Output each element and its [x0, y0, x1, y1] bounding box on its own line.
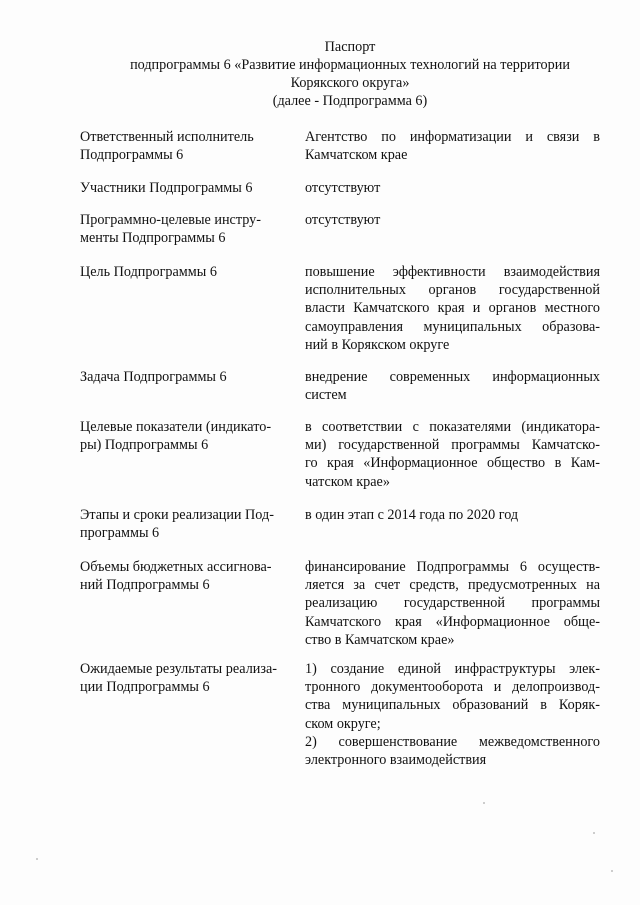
label-line: Цель Подпрограммы 6: [80, 264, 217, 280]
value-line: чатском крае»: [305, 473, 390, 490]
value-line: власти Камчатского края и органов местного: [305, 300, 600, 317]
label-line: Подпрограммы 6: [80, 147, 184, 164]
row-value: [305, 660, 600, 769]
scan-speck: [611, 870, 613, 872]
row-value: [305, 263, 600, 354]
value-line: исполнительных органов государственной: [305, 282, 600, 299]
label-line: Программно-целевые инстру-: [80, 212, 261, 228]
row-label: [80, 179, 290, 197]
value-line: 1) создание единой инфраструктуры элек-: [305, 661, 600, 677]
value-line: в один этап с 2014 года по 2020 год: [305, 507, 519, 523]
row-value: [305, 506, 600, 524]
title-line-4: (далее - Подпрограмма 6): [272, 93, 428, 109]
row-label: [80, 368, 290, 386]
title-line-3: Корякского округа»: [290, 75, 410, 91]
value-line: систем: [305, 387, 347, 404]
label-line: Участники Подпрограммы 6: [80, 180, 253, 196]
label-line: Объемы бюджетных ассигнова-: [80, 559, 272, 575]
scan-speck: [593, 832, 595, 834]
row-value: [305, 368, 600, 404]
row-label: [80, 128, 290, 164]
row-value: [305, 128, 600, 164]
title-line-2: подпрограммы 6 «Развитие информационных технологий на территории: [130, 57, 570, 73]
value-line: Камчатском крае: [305, 147, 408, 164]
label-line: ний Подпрограммы 6: [80, 577, 210, 594]
label-line: Этапы и сроки реализации Под-: [80, 507, 274, 523]
row-value: [305, 558, 600, 649]
row-label: [80, 506, 290, 542]
label-line: ры) Подпрограммы 6: [80, 437, 209, 454]
row-value: [305, 418, 600, 491]
label-line: менты Подпрограммы 6: [80, 230, 226, 247]
passport-title: [60, 38, 640, 110]
value-line: финансирование Подпрограммы 6 осуществ-: [305, 559, 600, 575]
value-line: 2) совершенствование межведомственного: [305, 733, 600, 750]
row-value: [305, 211, 600, 229]
value-line: тронного документооборота и делопроизвод-: [305, 679, 600, 696]
value-line: реализацию государственной программы: [305, 595, 600, 612]
label-line: программы 6: [80, 525, 160, 542]
label-line: ции Подпрограммы 6: [80, 679, 210, 696]
value-line: ства муниципальных образований в Коряк-: [305, 697, 600, 714]
scan-speck: [36, 858, 38, 860]
value-line: отсутствуют: [305, 180, 381, 196]
value-line: ми) государственной программы Камчатско-: [305, 437, 600, 454]
label-line: Целевые показатели (индикато-: [80, 419, 272, 435]
row-label: [80, 211, 290, 247]
scan-speck: [483, 802, 485, 804]
row-label: [80, 263, 290, 281]
title-line-1: Паспорт: [324, 39, 376, 55]
label-line: Задача Подпрограммы 6: [80, 369, 227, 385]
value-line: электронного взаимодействия: [305, 752, 487, 769]
row-label: [80, 660, 290, 696]
value-line: го края «Информационное общество в Кам-: [305, 455, 600, 472]
value-line: внедрение современных информационных: [305, 369, 600, 385]
value-line: ний в Корякском округе: [305, 336, 450, 353]
value-line: ском округе;: [305, 715, 381, 732]
value-line: Агентство по информатизации и связи в: [305, 129, 600, 145]
row-value: [305, 179, 600, 197]
label-line: Ожидаемые результаты реализа-: [80, 661, 278, 677]
value-line: в соответствии с показателями (индикатора-: [305, 419, 600, 435]
value-line: ство в Камчатском крае»: [305, 631, 455, 648]
label-line: Ответственный исполнитель: [80, 129, 254, 145]
row-label: [80, 418, 290, 454]
value-line: самоуправления муниципальных образова-: [305, 318, 600, 335]
row-label: [80, 558, 290, 594]
value-line: повышение эффективности взаимодействия: [305, 264, 600, 280]
value-line: Камчатского края «Информационное обще-: [305, 613, 600, 630]
value-line: отсутствуют: [305, 212, 381, 228]
value-line: ляется за счет средств, предусмотренных на: [305, 577, 600, 594]
